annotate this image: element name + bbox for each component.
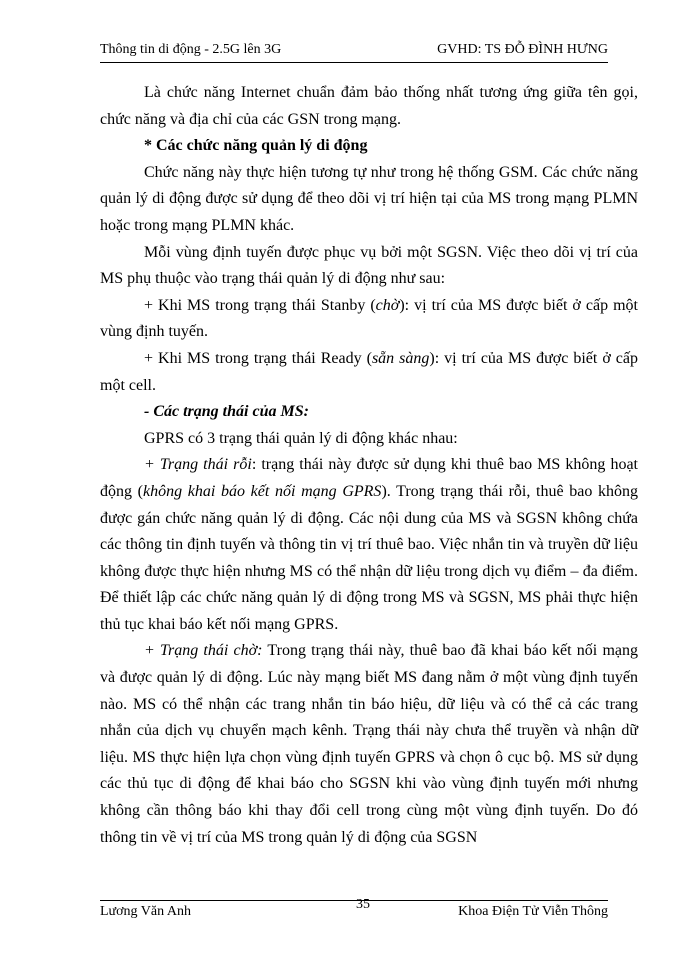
paragraph: Mỗi vùng định tuyến được phục vụ bởi một SGSN. Việc theo dõi vị trí của MS phụ thuộc vào trạng thái quản lý di động như sau:	[100, 243, 638, 288]
text-run: ): vị trí của MS được biết ở cấp một cell.	[100, 349, 639, 394]
text-run: Trong trạng thái này, thuê bao đã khai báo kết nối mạng và được quản lý di động. Lúc này mạng biết MS đang nằm ở một vùng định tuyến nào. MS có thể nhận các trang nhắn tin báo hiệu, dữ liệu và có thể cả các trang nhắn của dịch vụ chuyển mạch kênh. Trạng thái này chưa thể truyền và nhận dữ liệu. MS thực hiện lựa chọn vùng định tuyến GPRS và chọn ô cục bộ. MS sử dụng các thủ tục di động để khai báo cho SGSN khi vào vùng định tuyến mới nhưng không cần thông báo khi thay đổi cell trong cùng một vùng định tuyến. Do đó thông tin về vị trí của MS trong quản lý di động của SGSN	[100, 642, 638, 846]
text-run: ): vị trí của MS được biết ở cấp một vùng định tuyến.	[100, 296, 638, 341]
italic-text: không khai báo kết nối mạng GPRS	[143, 482, 382, 500]
paragraph: Chức năng này thực hiện tương tự như trong hệ thống GSM. Các chức năng quản lý di động được sử dụng để theo dõi vị trí hiện tại của MS trong mạng PLMN hoặc trong mạng PLMN khác.	[100, 163, 638, 234]
subsection-heading: - Các trạng thái của MS:	[144, 403, 309, 421]
text-run: ). Trong trạng thái rỗi, thuê bao không được gán chức năng quản lý di động. Các nội dung của MS và SGSN không chứa các thông tin định tuyến và thông tin vị trí thuê bao. Việc nhắn tin và truyền dữ liệu không được thực hiện nhưng MS có thể nhận dữ liệu trong dịch vụ điểm – đa điểm. Để thiết lập các chức năng quản lý di động trong MS và SGSN, MS phải thực hiện thủ tục khai báo kết nối mạng GPRS.	[100, 482, 639, 633]
header-document-title: Thông tin di động - 2.5G lên 3G	[100, 42, 282, 57]
paragraph	[100, 452, 638, 638]
italic-text: + Trạng thái chờ:	[144, 642, 263, 660]
italic-text: chờ	[375, 296, 400, 314]
section-heading: * Các chức năng quản lý di động	[144, 137, 368, 155]
text-run: + Khi MS trong trạng thái Stanby (	[144, 296, 376, 314]
italic-text: sẵn sàng	[371, 349, 430, 367]
text-run: : trạng thái này được sử dụng khi thuê bao MS không hoạt động (	[100, 456, 639, 500]
paragraph	[100, 346, 638, 399]
footer-faculty: Khoa Điện Tử Viễn Thông	[458, 904, 608, 919]
header-advisor: GVHD: TS ĐỖ ĐÌNH HƯNG	[437, 42, 608, 57]
footer-author: Lương Văn Anh	[100, 904, 191, 919]
paragraph: GPRS có 3 trạng thái quản lý di động khác nhau:	[144, 429, 458, 447]
text-run: + Khi MS trong trạng thái Ready (	[144, 349, 372, 367]
italic-text: + Trạng thái rỗi	[144, 456, 252, 474]
page-header	[100, 40, 608, 63]
paragraph	[100, 638, 638, 851]
paragraph	[100, 293, 638, 346]
page-footer	[100, 897, 608, 923]
page-content	[100, 80, 638, 851]
page-number: 35	[356, 897, 370, 912]
paragraph: Là chức năng Internet chuẩn đảm bảo thống nhất tương ứng giữa tên gọi, chức năng và địa chỉ của các GSN trong mạng.	[100, 84, 638, 128]
